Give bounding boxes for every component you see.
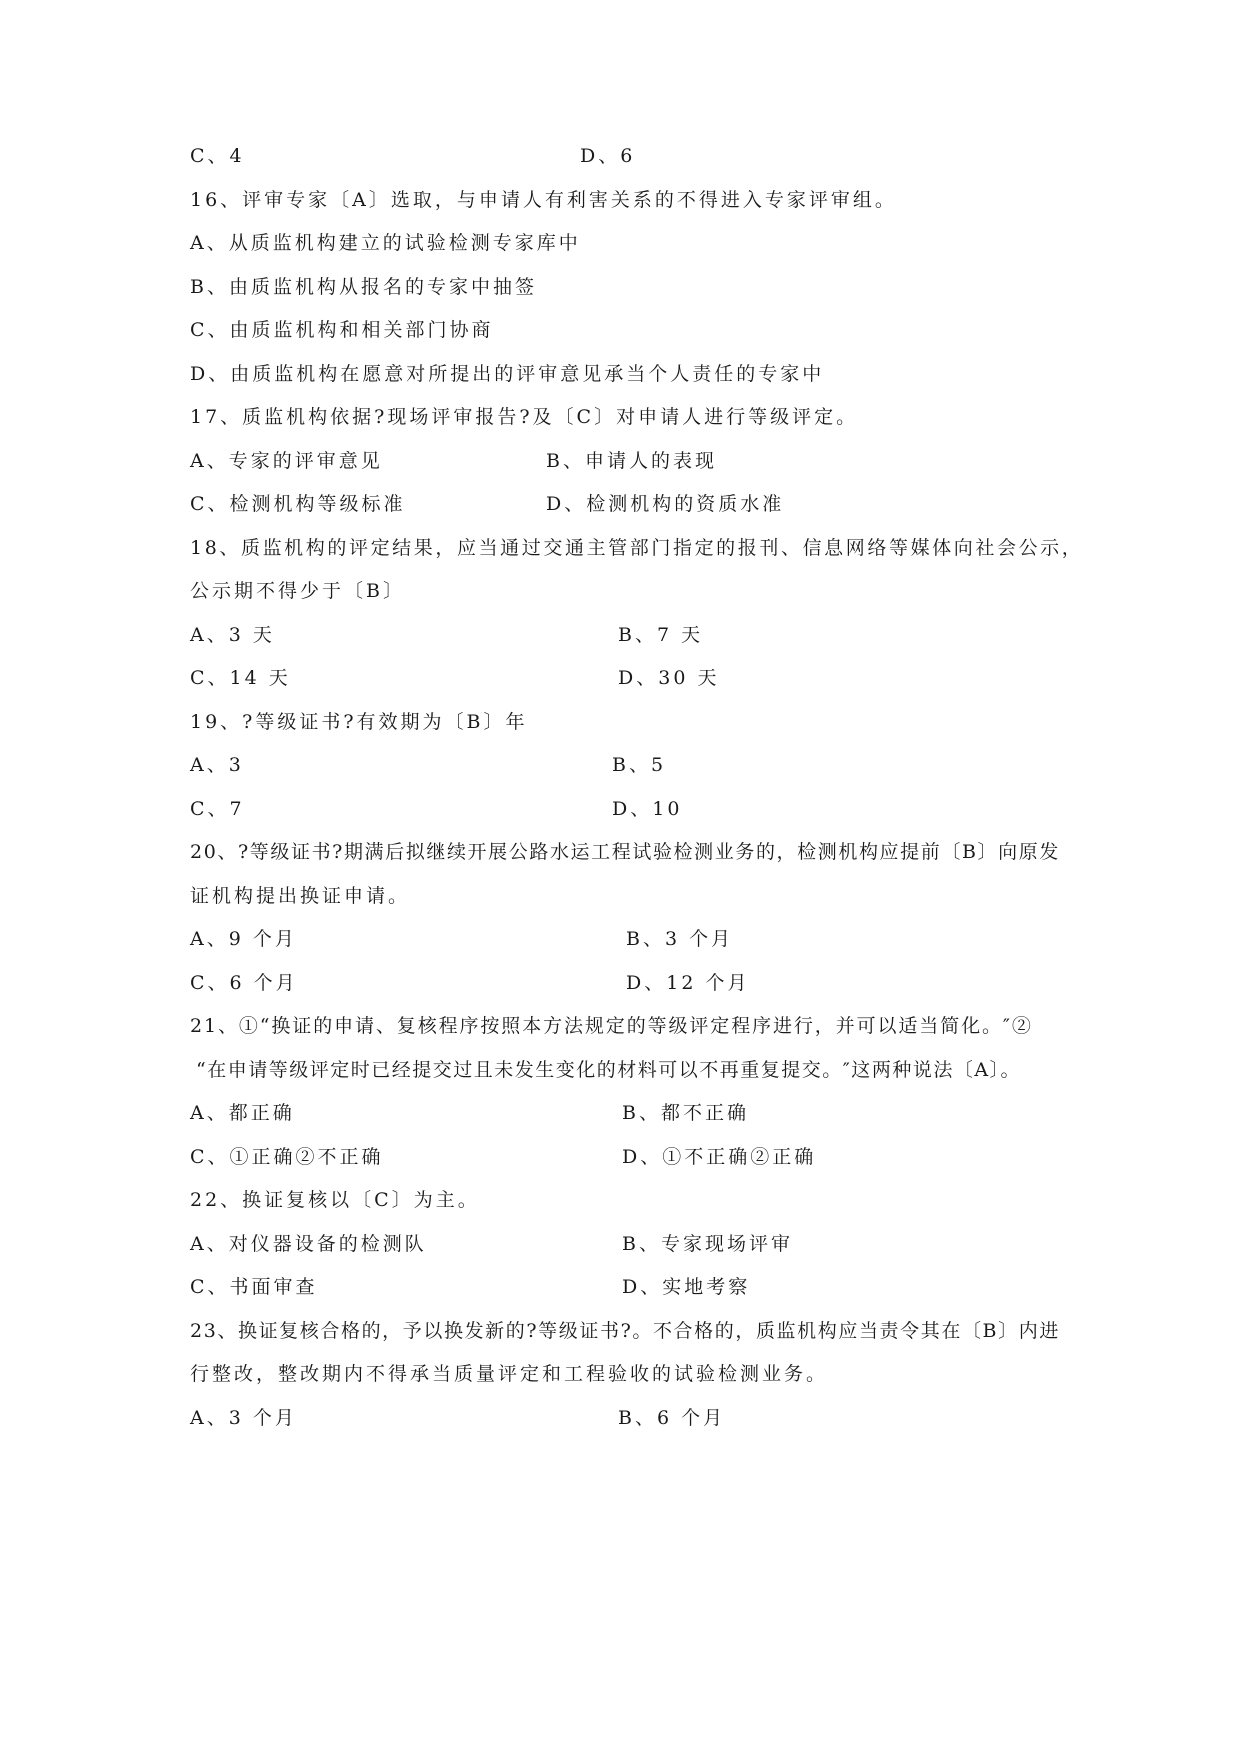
option-line: A、都正确 — [190, 1102, 295, 1124]
option-line: D、检测机构的资质水准 — [546, 493, 785, 515]
option-line: A、3 个月 — [190, 1407, 297, 1429]
question-17: 17、质监机构依据?现场评审报告?及〔C〕对申请人进行等级评定。 — [190, 406, 859, 428]
option-line: D、①不正确②正确 — [622, 1146, 817, 1168]
option-line: C、检测机构等级标准 — [190, 493, 406, 515]
option-line: A、专家的评审意见 — [190, 450, 383, 472]
option-line: A、从质监机构建立的试验检测专家库中 — [190, 232, 581, 254]
question-23: 23、换证复核合格的，予以换发新的?等级证书?。不合格的，质监机构应当责令其在〔B〕内进 — [190, 1320, 1060, 1342]
question-18: 18、质监机构的评定结果，应当通过交通主管部门指定的报刊、信息网络等媒体向社会公示， — [190, 537, 1084, 559]
question-23-continued: 行整改，整改期内不得承当质量评定和工程验收的试验检测业务。 — [190, 1363, 829, 1385]
question-18-continued: 公示期不得少于〔B〕 — [190, 580, 405, 602]
option-line: D、由质监机构在愿意对所提出的评审意见承当个人责任的专家中 — [190, 363, 825, 385]
option-line: A、3 天 — [190, 624, 275, 646]
option-line: B、3 个月 — [626, 928, 734, 950]
option-line: D、12 个月 — [626, 972, 750, 994]
option-line: D、30 天 — [618, 667, 720, 689]
option-line: B、都不正确 — [622, 1102, 749, 1124]
question-21-continued: “在申请等级评定时已经提交过且未发生变化的材料可以不再重复提交。″这两种说法〔A〕。 — [196, 1059, 1022, 1081]
option-line: B、专家现场评审 — [622, 1233, 793, 1255]
question-22: 22、换证复核以〔C〕为主。 — [190, 1189, 480, 1211]
option-line: D、实地考察 — [622, 1276, 751, 1298]
option-line: A、9 个月 — [190, 928, 297, 950]
option-line: C、4 — [190, 145, 245, 167]
option-line: B、申请人的表现 — [546, 450, 717, 472]
option-line: B、6 个月 — [618, 1407, 726, 1429]
question-20-continued: 证机构提出换证申请。 — [190, 885, 411, 907]
option-line: A、3 — [190, 754, 244, 776]
option-line: C、由质监机构和相关部门协商 — [190, 319, 494, 341]
question-19: 19、?等级证书?有效期为〔B〕年 — [190, 711, 528, 733]
question-20: 20、?等级证书?期满后拟继续开展公路水运工程试验检测业务的，检测机构应提前〔B〕向原发 — [190, 841, 1060, 863]
option-line: B、5 — [612, 754, 667, 776]
option-line: C、6 个月 — [190, 972, 298, 994]
option-line: A、对仪器设备的检测队 — [190, 1233, 427, 1255]
option-line: C、7 — [190, 798, 245, 820]
question-21: 21、①“换证的申请、复核程序按照本方法规定的等级评定程序进行，并可以适当简化。″② — [190, 1015, 1033, 1037]
option-line: D、6 — [580, 145, 636, 167]
option-line: C、①正确②不正确 — [190, 1146, 384, 1168]
option-line: D、10 — [612, 798, 683, 820]
option-line: B、由质监机构从报名的专家中抽签 — [190, 276, 537, 298]
option-line: B、7 天 — [618, 624, 704, 646]
option-line: C、14 天 — [190, 667, 291, 689]
option-line: C、书面审查 — [190, 1276, 318, 1298]
question-16: 16、评审专家〔A〕选取，与申请人有利害关系的不得进入专家评审组。 — [190, 189, 897, 211]
